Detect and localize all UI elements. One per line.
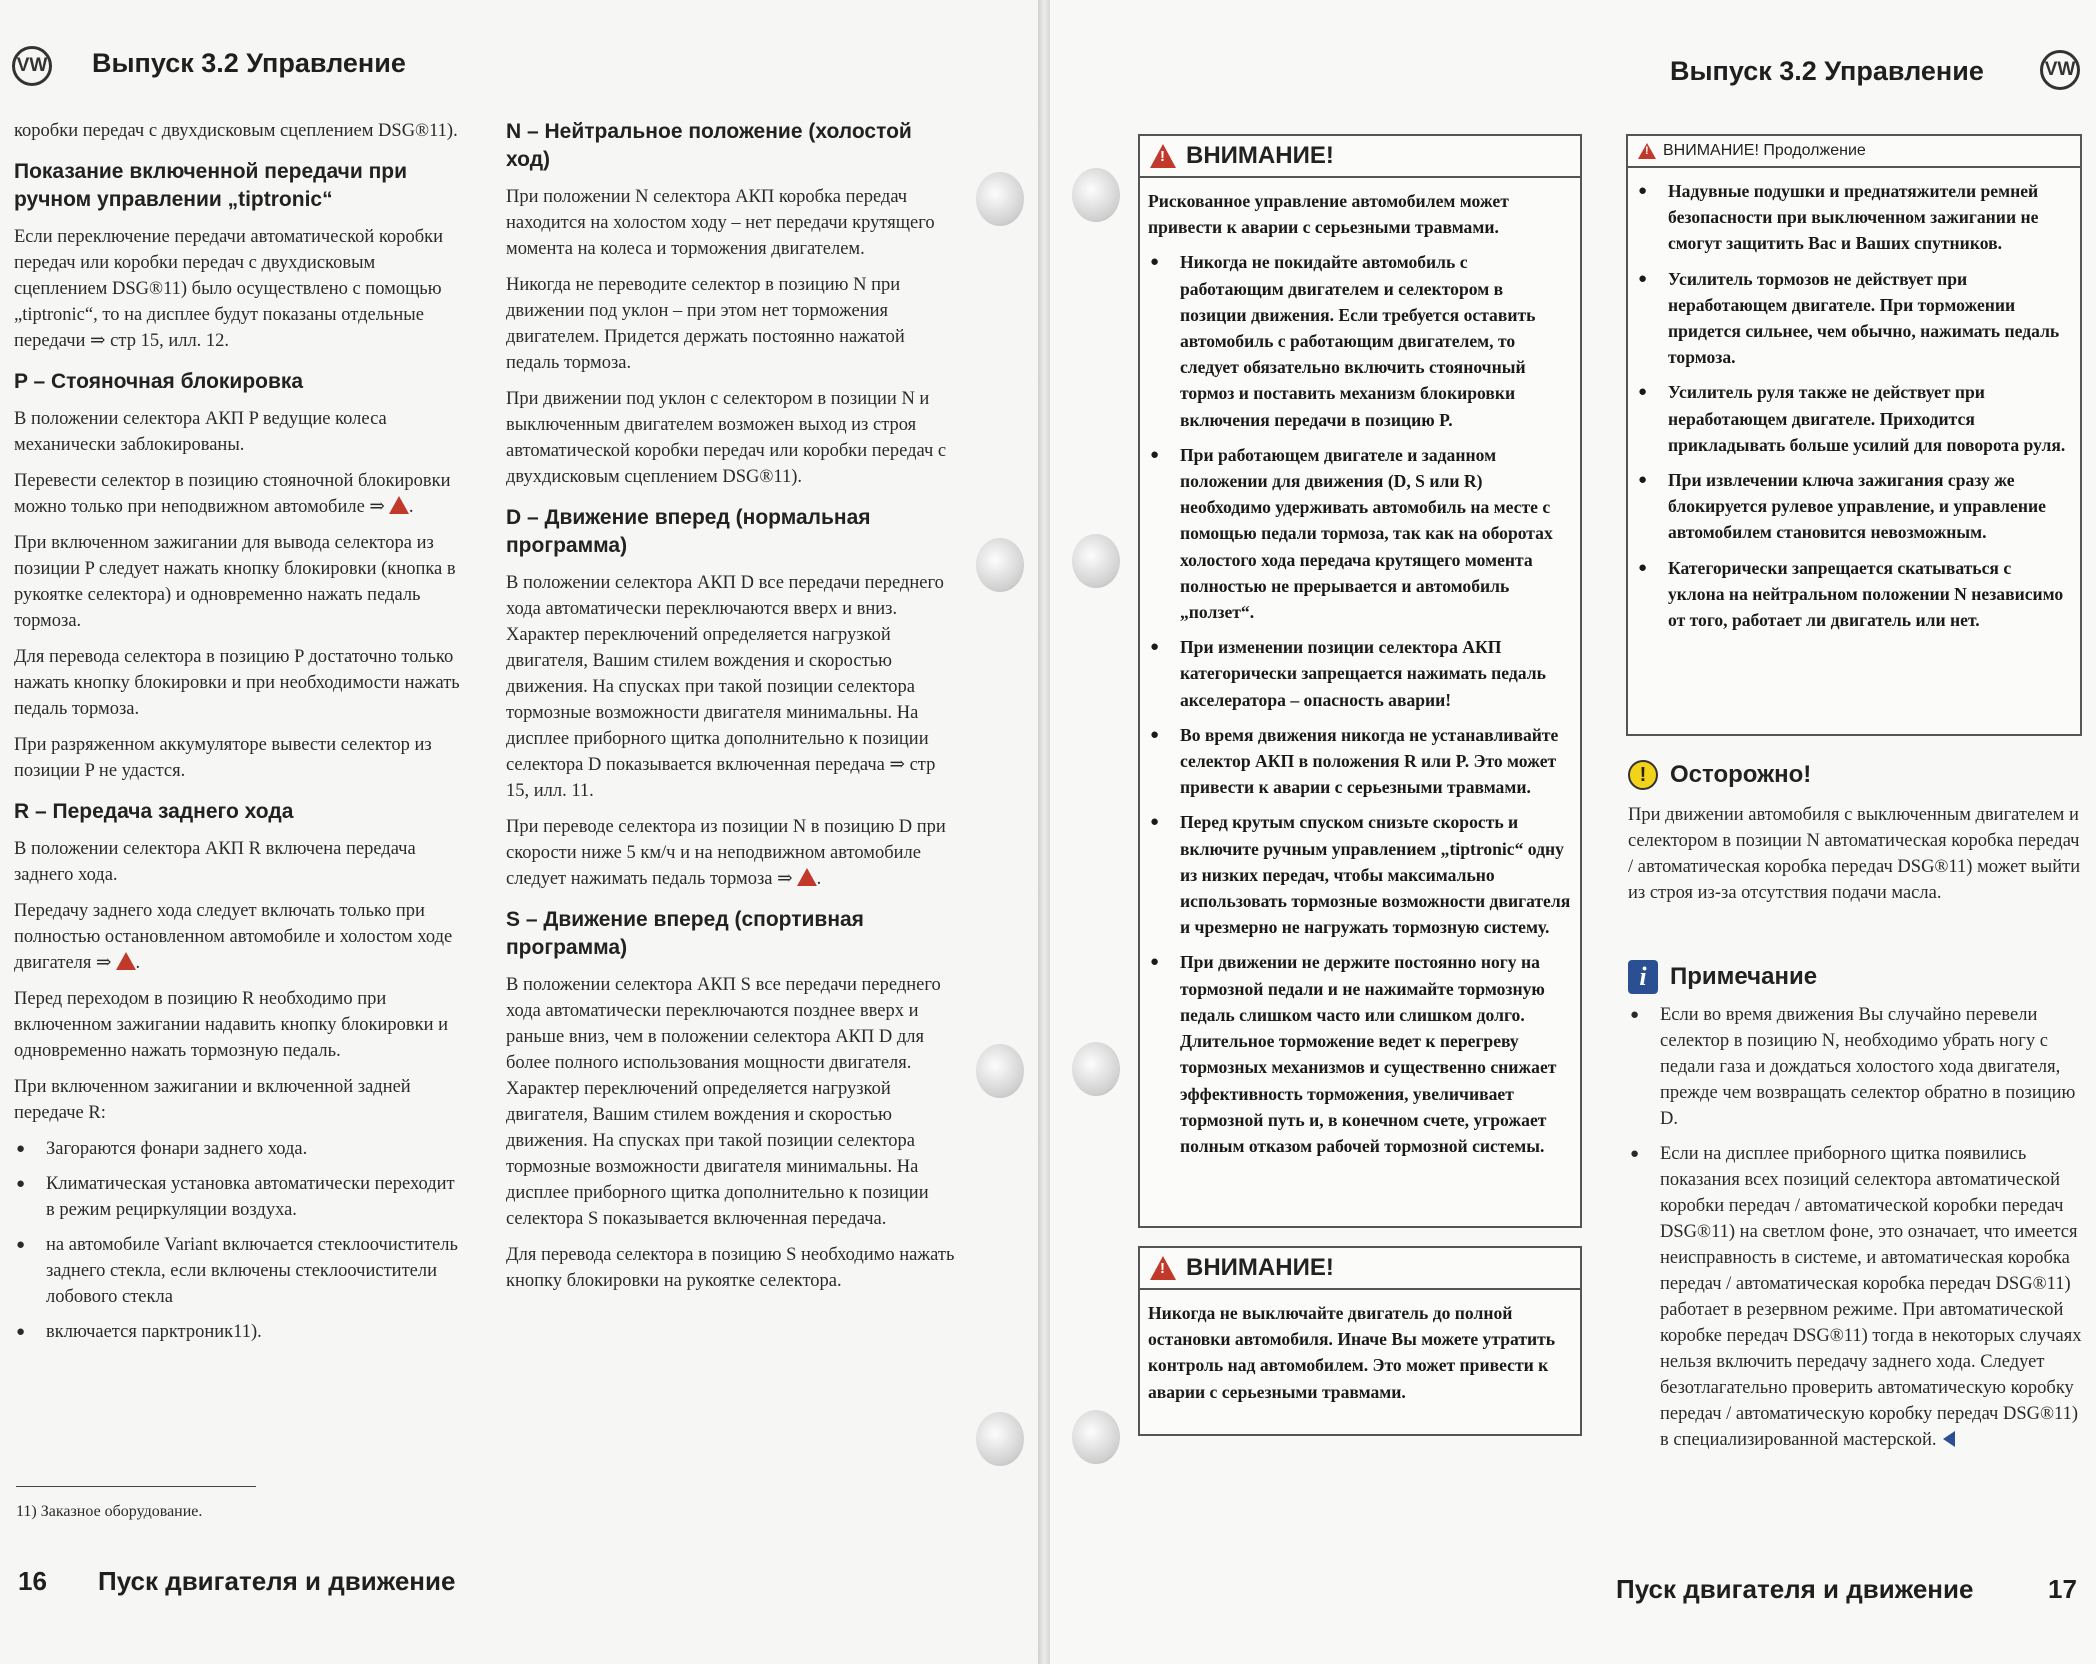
footnote-divider [16, 1486, 256, 1487]
warning-ref-icon [389, 496, 409, 514]
caution-text-block [1628, 802, 2084, 916]
warning-title: ВНИМАНИЕ! Продолжение [1663, 142, 1866, 159]
caution-title: Осторожно! [1670, 761, 1812, 788]
section-end-icon [1943, 1431, 1955, 1447]
binder-hole [976, 1044, 1024, 1098]
section-heading-s: S – Движение вперед (спортивная программа) [506, 908, 864, 959]
warning-title: ВНИМАНИЕ! [1186, 1254, 1334, 1281]
note-item: ● Если во время движения Вы случайно перевели селектор в позицию N, необходимо убрать ногу с педали газа и дождаться холостого хода двигателя, прежде чем возвращать селектор обратно в позицию D. [1628, 1002, 2086, 1132]
warning-triangle-icon [1638, 143, 1656, 159]
left-column-1 [14, 118, 464, 1354]
binder-hole [1072, 534, 1120, 588]
paragraph-with-warning-ref: Перевести селектор в позицию стояночной блокировки можно только при неподвижном автомобиле ⇒ . [14, 471, 451, 517]
paragraph: При разряженном аккумуляторе вывести селектор из позиции P не удастся. [14, 735, 432, 781]
caution-text: При движении автомобиля с выключенным двигателем и селектором в позиции N автоматическая коробка передач / автоматическая коробка передач DSG®11) может выйти из строя из-за отсутствия подачи масла. [1628, 805, 2081, 903]
list-item: ● включается парктроник11). [14, 1319, 464, 1345]
warning-item: ● При движении не держите постоянно ногу на тормозной педали и не нажимайте тормозную педаль слишком часто или слишком долго. Длительное торможение ведет к перегреву тормозных механизмов и существенно снижает эффективность торможения, увеличивает тормозной путь и, в конечном счете, угрожает полным отказом рабочей тормозной системы. [1148, 949, 1572, 1159]
warning-continued-box [1626, 134, 2082, 736]
list-item: ● Загораются фонари заднего хода. [14, 1136, 464, 1162]
warning-header [1628, 136, 2080, 168]
note-item: ● Если на дисплее приборного щитка появились показания всех позиций селектора автоматической коробки передач / автоматической коробки передач DSG®11) на светлом фоне, это означает, что имеется неисправность в системе, и автоматическая коробка передач / автоматическая коробка передач DSG®11) работает в резервном режиме. При автоматической коробке передач DSG®11) тогда в некоторых случаях нельзя включить передачу заднего хода. Следует безотлагательно проверить автоматическую коробку передач / автоматическую коробку передач DSG®11) в специализированной мастерской. [1628, 1141, 2086, 1453]
warning-triangle-icon [1150, 1256, 1176, 1280]
page-gutter [1038, 0, 1050, 1664]
binder-hole [1072, 1042, 1120, 1096]
binder-hole [1072, 1410, 1120, 1464]
warning-header [1140, 1248, 1580, 1290]
warning-item: ● Надувные подушки и преднатяжители ремней безопасности при выключенном зажигании не смогут защитить Вас и Ваших спутников. [1636, 178, 2072, 257]
paragraph: При положении N селектора АКП коробка передач находится на холостом ходу – нет передачи крутящего момента на колеса и торможения двигателем. [506, 187, 935, 259]
paragraph: Никогда не переводите селектор в позицию N при движении под уклон – при этом нет торможения двигателем. Придется держать постоянно нажатой педаль тормоза. [506, 275, 905, 373]
paragraph: Для перевода селектора в позицию S необходимо нажать кнопку блокировки на рукоятке селектора. [506, 1245, 955, 1291]
vw-logo-icon: VW [2040, 50, 2080, 90]
paragraph-with-warning-ref: При переводе селектора из позиции N в позицию D при скорости ниже 5 км/ч и на неподвижном автомобиле следует нажимать педаль тормоза ⇒ . [506, 817, 946, 889]
warning-item: ● При изменении позиции селектора АКП категорически запрещается нажимать педаль акселератора – опасность аварии! [1148, 634, 1572, 713]
warning-intro: Рискованное управление автомобилем может привести к аварии с серьезными травмами. [1148, 191, 1509, 238]
note-text-block [1628, 1002, 2086, 1462]
binder-hole [976, 538, 1024, 592]
warning-item: ● Усилитель руля также не действует при неработающем двигателе. Приходится прикладывать больше усилий для поворота руля. [1636, 379, 2072, 458]
warning-ref-icon [116, 952, 136, 970]
warning-body: Никогда не выключайте двигатель до полной остановки автомобиля. Иначе Вы можете утратить контроль над автомобилем. Это может привести к аварии с серьезными травмами. [1148, 1303, 1556, 1402]
caution-icon: ! [1628, 760, 1658, 790]
page-header-title: Выпуск 3.2 Управление [1670, 56, 1984, 86]
paragraph: Перед переходом в позицию R необходимо при включенном зажигании надавить кнопку блокировки и одновременно нажать тормозную педаль. [14, 989, 449, 1061]
warning-item: ● При работающем двигателе и заданном положении для движения (D, S или R) необходимо удерживать автомобиль на месте с помощью педали тормоза, так как на оборотах холостого хода передача крутящего момента полностью не прерывается и автомобиль „ползет“. [1148, 442, 1572, 625]
warning-item: ● Никогда не покидайте автомобиль с работающим двигателем и селектором в позиции движения. Если требуется оставить автомобиль с работающим двигателем, то следует обязательно включить стояночный тормоз и поставить механизм блокировки включения передачи в позицию P. [1148, 249, 1572, 432]
section-heading-p: P – Стояночная блокировка [14, 370, 304, 393]
paragraph-with-warning-ref: Передачу заднего хода следует включать только при полностью остановленном автомобиле и холостом ходе двигателя ⇒ . [14, 901, 453, 973]
section-heading-d: D – Движение вперед (нормальная программа) [506, 506, 871, 557]
note-title: Примечание [1670, 963, 1818, 990]
right-page [1050, 0, 2096, 1664]
note-header [1628, 960, 1817, 994]
warning-item: ● Категорически запрещается скатываться с уклона на нейтральном положении N независимо от того, работает ли двигатель или нет. [1636, 555, 2072, 634]
warning-item: ● Усилитель тормозов не действует при неработающем двигателе. При торможении придется сильнее, чем обычно, нажимать педаль тормоза. [1636, 266, 2072, 371]
paragraph: При включенном зажигании и включенной задней передаче R: [14, 1077, 411, 1123]
warning-item: ● При извлечении ключа зажигания сразу же блокируется рулевое управление, и управление автомобилем становится невозможным. [1636, 467, 2072, 546]
section-heading-tiptronic: Показание включенной передачи при ручном управлении „tiptronic“ [14, 160, 407, 211]
footer-section: Пуск двигателя и движение [98, 1566, 456, 1596]
caution-header [1628, 760, 1811, 790]
paragraph: В положении селектора АКП R включена передача заднего хода. [14, 839, 416, 885]
vw-logo-icon: VW [12, 46, 52, 86]
footnote: 11) Заказное оборудование. [16, 1503, 203, 1520]
page-header-title: Выпуск 3.2 Управление [92, 48, 406, 78]
list-item: ● на автомобиле Variant включается стеклоочиститель заднего стекла, если включены стеклоочистители лобового стекла [14, 1232, 464, 1310]
warning-title: ВНИМАНИЕ! [1186, 142, 1334, 169]
footer-section: Пуск двигателя и движение [1616, 1574, 1974, 1604]
paragraph: коробки передач с двухдисковым сцеплением DSG®11). [14, 121, 458, 141]
info-icon: i [1628, 960, 1658, 994]
left-column-2 [506, 118, 956, 1304]
warning-box-2 [1138, 1246, 1582, 1436]
warning-item: ● Перед крутым спуском снизьте скорость и включите ручным управлением „tiptronic“ одну из низких передач, чтобы максимально использовать тормозные возможности двигателя и чрезмерно не нагружать тормозную систему. [1148, 809, 1572, 940]
section-heading-r: R – Передача заднего хода [14, 800, 294, 823]
left-page [0, 0, 1038, 1664]
list-item: ● Климатическая установка автоматически переходит в режим рециркуляции воздуха. [14, 1171, 464, 1223]
binder-hole [976, 172, 1024, 226]
page-number: 16 [18, 1566, 47, 1596]
paragraph: При движении под уклон с селектором в позиции N и выключенным двигателем возможен выход из строя автоматической коробки передач или коробки передач с двухдисковым сцеплением DSG®11). [506, 389, 947, 487]
paragraph: В положении селектора АКП D все передачи переднего хода автоматически переключаются вверх и вниз. Характер переключений определяется нагрузкой двигателя, Вашим стилем вождения и скоростью движения. На спусках при такой позиции селектора тормозные возможности двигателя минимальны. На дисплее приборного щитка дополнительно к позиции селектора D показывается включенная передача ⇒ стр 15, илл. 11. [506, 573, 944, 801]
paragraph: В положении селектора АКП P ведущие колеса механически заблокированы. [14, 409, 387, 455]
warning-box [1138, 134, 1582, 1228]
warning-triangle-icon [1150, 144, 1176, 168]
warning-header [1140, 136, 1580, 178]
paragraph: В положении селектора АКП S все передачи переднего хода автоматически переключаются позднее вверх и раньше вниз, чем в положении селектора АКП D для более полного использования мощности двигателя. Характер переключений определяется нагрузкой двигателя, Вашим стилем вождения и скоростью движения. На спусках при такой позиции селектора тормозные возможности двигателя минимальны. На дисплее приборного щитка дополнительно к позиции селектора S показывается включенная передача. [506, 975, 941, 1229]
binder-hole [976, 1412, 1024, 1466]
paragraph: Если переключение передачи автоматической коробки передач или коробки передач с двухдисковым сцеплением DSG®11) было осуществлено с помощью „tiptronic“, то на дисплее будут показаны отдельные передачи ⇒ стр 15, илл. 12. [14, 227, 444, 351]
paragraph: При включенном зажигании для вывода селектора из позиции P следует нажать кнопку блокировки (кнопка в рукояткe селектора) и одновременно нажать педаль тормоза. [14, 533, 456, 631]
section-heading-n: N – Нейтральное положение (холостой ход) [506, 120, 912, 171]
warning-ref-icon [797, 868, 817, 886]
page-number: 17 [2048, 1574, 2077, 1604]
warning-body [1140, 178, 1580, 1174]
warning-item: ● Во время движения никогда не устанавливайте селектор АКП в положения R или P. Это может привести к аварии с серьезными травмами. [1148, 722, 1572, 801]
paragraph: Для перевода селектора в позицию P достаточно только нажать кнопку блокировки и при необходимости нажать педаль тормоза. [14, 647, 460, 719]
warning-body [1628, 168, 2080, 648]
binder-hole [1072, 168, 1120, 222]
